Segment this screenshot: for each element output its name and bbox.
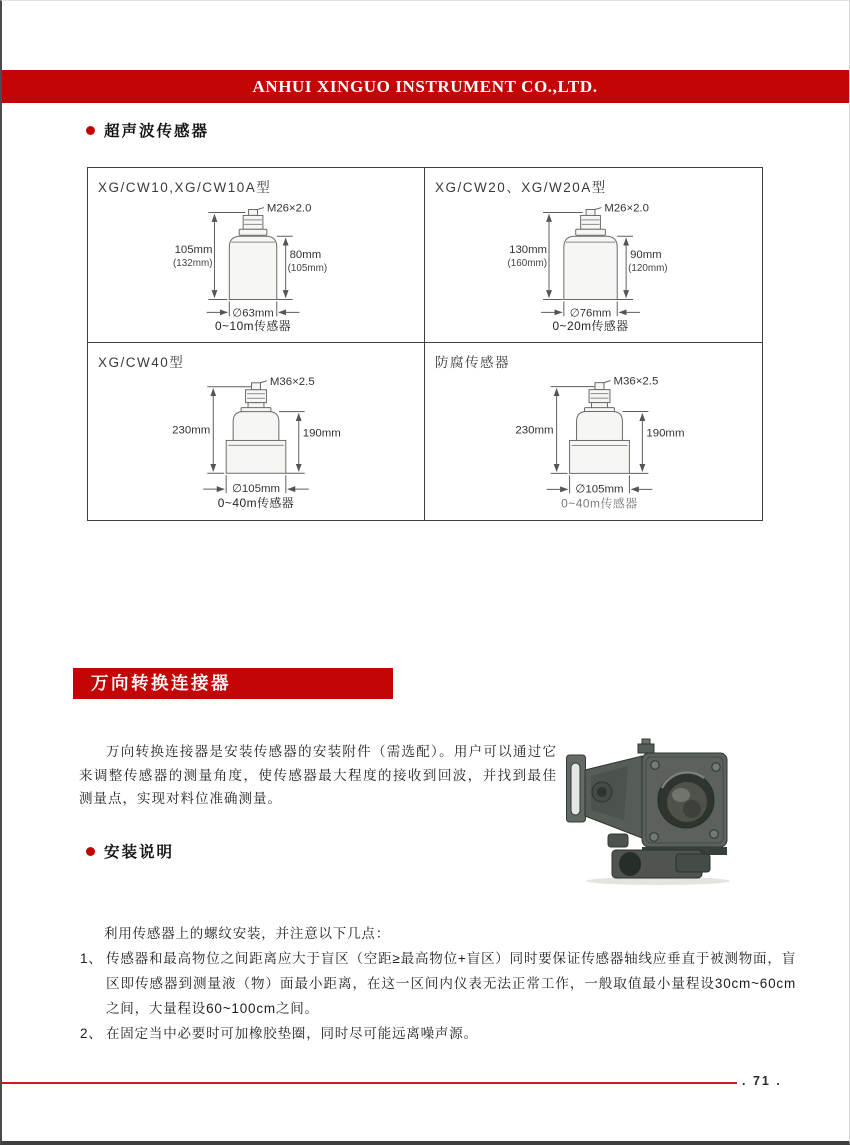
footer-rule bbox=[0, 1082, 737, 1084]
dim-total-label: 230mm bbox=[515, 424, 554, 437]
dim-total-label: 230mm bbox=[172, 424, 211, 437]
range-caption: 0~10m传感器 bbox=[214, 319, 292, 334]
dim-body-label: 80mm bbox=[289, 248, 322, 261]
dim-total-label: 105mm bbox=[174, 244, 213, 257]
dim-body-label: 190mm bbox=[302, 427, 341, 440]
dim-diameter-label: ∅76mm bbox=[569, 307, 612, 320]
sensor-model-label: XG/CW20、XG/W20A型 bbox=[435, 180, 607, 195]
company-header bbox=[0, 70, 850, 103]
bullet-dot-icon bbox=[86, 126, 95, 135]
sensor-spec-table bbox=[87, 167, 763, 521]
install-instructions bbox=[80, 921, 796, 1046]
company-name: ANHUI XINGUO INSTRUMENT CO.,LTD. bbox=[252, 77, 598, 96]
dim-body-label: 90mm bbox=[630, 248, 662, 261]
range-caption: 0~40m传感器 bbox=[561, 496, 638, 511]
section-install-title: 安装说明 bbox=[104, 844, 175, 861]
sensor-diagram-cw10 bbox=[88, 168, 424, 342]
install-intro: 利用传感器上的螺纹安装，并注意以下几点： bbox=[104, 926, 390, 941]
install-item-text: 在固定当中必要时可加橡胶垫圈，同时尽可能远离噪声源。 bbox=[106, 1026, 478, 1041]
install-item-text: 传感器和最高物位之间距离应大于盲区（空距≥最高物位+盲区）同时要保证传感器轴线应垂直于被测物面，盲区即传感器到测量液（物）面最小距离，在这一区间内仪表无法正常工作，一般取值最小量程设30cm~60cm之间，大量程设60~100cm之间。 bbox=[106, 951, 796, 1016]
range-caption: 0~20m传感器 bbox=[552, 319, 629, 334]
dim-diameter-label: ∅63mm bbox=[232, 307, 274, 320]
sensor-diagram-anticorrosion bbox=[425, 343, 762, 520]
connector-banner-title: 万向转换连接器 bbox=[91, 673, 231, 693]
install-item-number: 2、 bbox=[80, 1026, 103, 1041]
thread-label: M26×2.0 bbox=[266, 202, 312, 215]
universal-connector-photo bbox=[558, 738, 748, 886]
section-install-heading bbox=[86, 840, 174, 862]
page-number: . 71 . bbox=[742, 1074, 782, 1088]
dim-body-alt-label: (105mm) bbox=[287, 262, 328, 274]
sensor-cell-anticorrosion bbox=[425, 343, 762, 520]
sensor-diagram-cw20 bbox=[425, 168, 762, 342]
install-item-number: 1、 bbox=[80, 951, 103, 966]
sensor-cell-cw10 bbox=[88, 168, 425, 343]
section-ultrasonic-title: 超声波传感器 bbox=[104, 123, 210, 140]
install-item bbox=[80, 946, 796, 1021]
dim-body-alt-label: (120mm) bbox=[628, 262, 668, 274]
section-ultrasonic-heading bbox=[86, 119, 209, 141]
sensor-model-label: XG/CW40型 bbox=[98, 355, 185, 370]
install-item bbox=[80, 1021, 796, 1046]
dim-total-alt-label: (132mm) bbox=[172, 257, 213, 269]
thread-label: M36×2.5 bbox=[269, 375, 315, 388]
sensor-diagram-cw40 bbox=[88, 343, 424, 520]
dim-diameter-label: ∅105mm bbox=[575, 483, 624, 496]
sensor-cell-cw40 bbox=[88, 343, 425, 520]
connector-banner bbox=[73, 668, 393, 699]
sensor-model-label: XG/CW10,XG/CW10A型 bbox=[98, 180, 272, 195]
bullet-dot-icon bbox=[86, 847, 95, 856]
thread-label: M36×2.5 bbox=[613, 375, 659, 388]
sensor-cell-cw20 bbox=[425, 168, 762, 343]
thread-label: M26×2.0 bbox=[604, 202, 649, 215]
sensor-model-label: 防腐传感器 bbox=[435, 355, 510, 370]
range-caption: 0~40m传感器 bbox=[217, 496, 295, 511]
connector-paragraph: 万向转换连接器是安装传感器的安装附件（需选配）。用户可以通过它来调整传感器的测量角度，使传感器最大程度的接收到回波，并找到最佳测量点，实现对料位准确测量。 bbox=[79, 744, 557, 806]
dim-diameter-label: ∅105mm bbox=[231, 483, 281, 496]
dim-total-alt-label: (160mm) bbox=[507, 257, 548, 269]
dim-body-label: 190mm bbox=[646, 427, 685, 440]
dim-total-label: 130mm bbox=[509, 244, 548, 257]
